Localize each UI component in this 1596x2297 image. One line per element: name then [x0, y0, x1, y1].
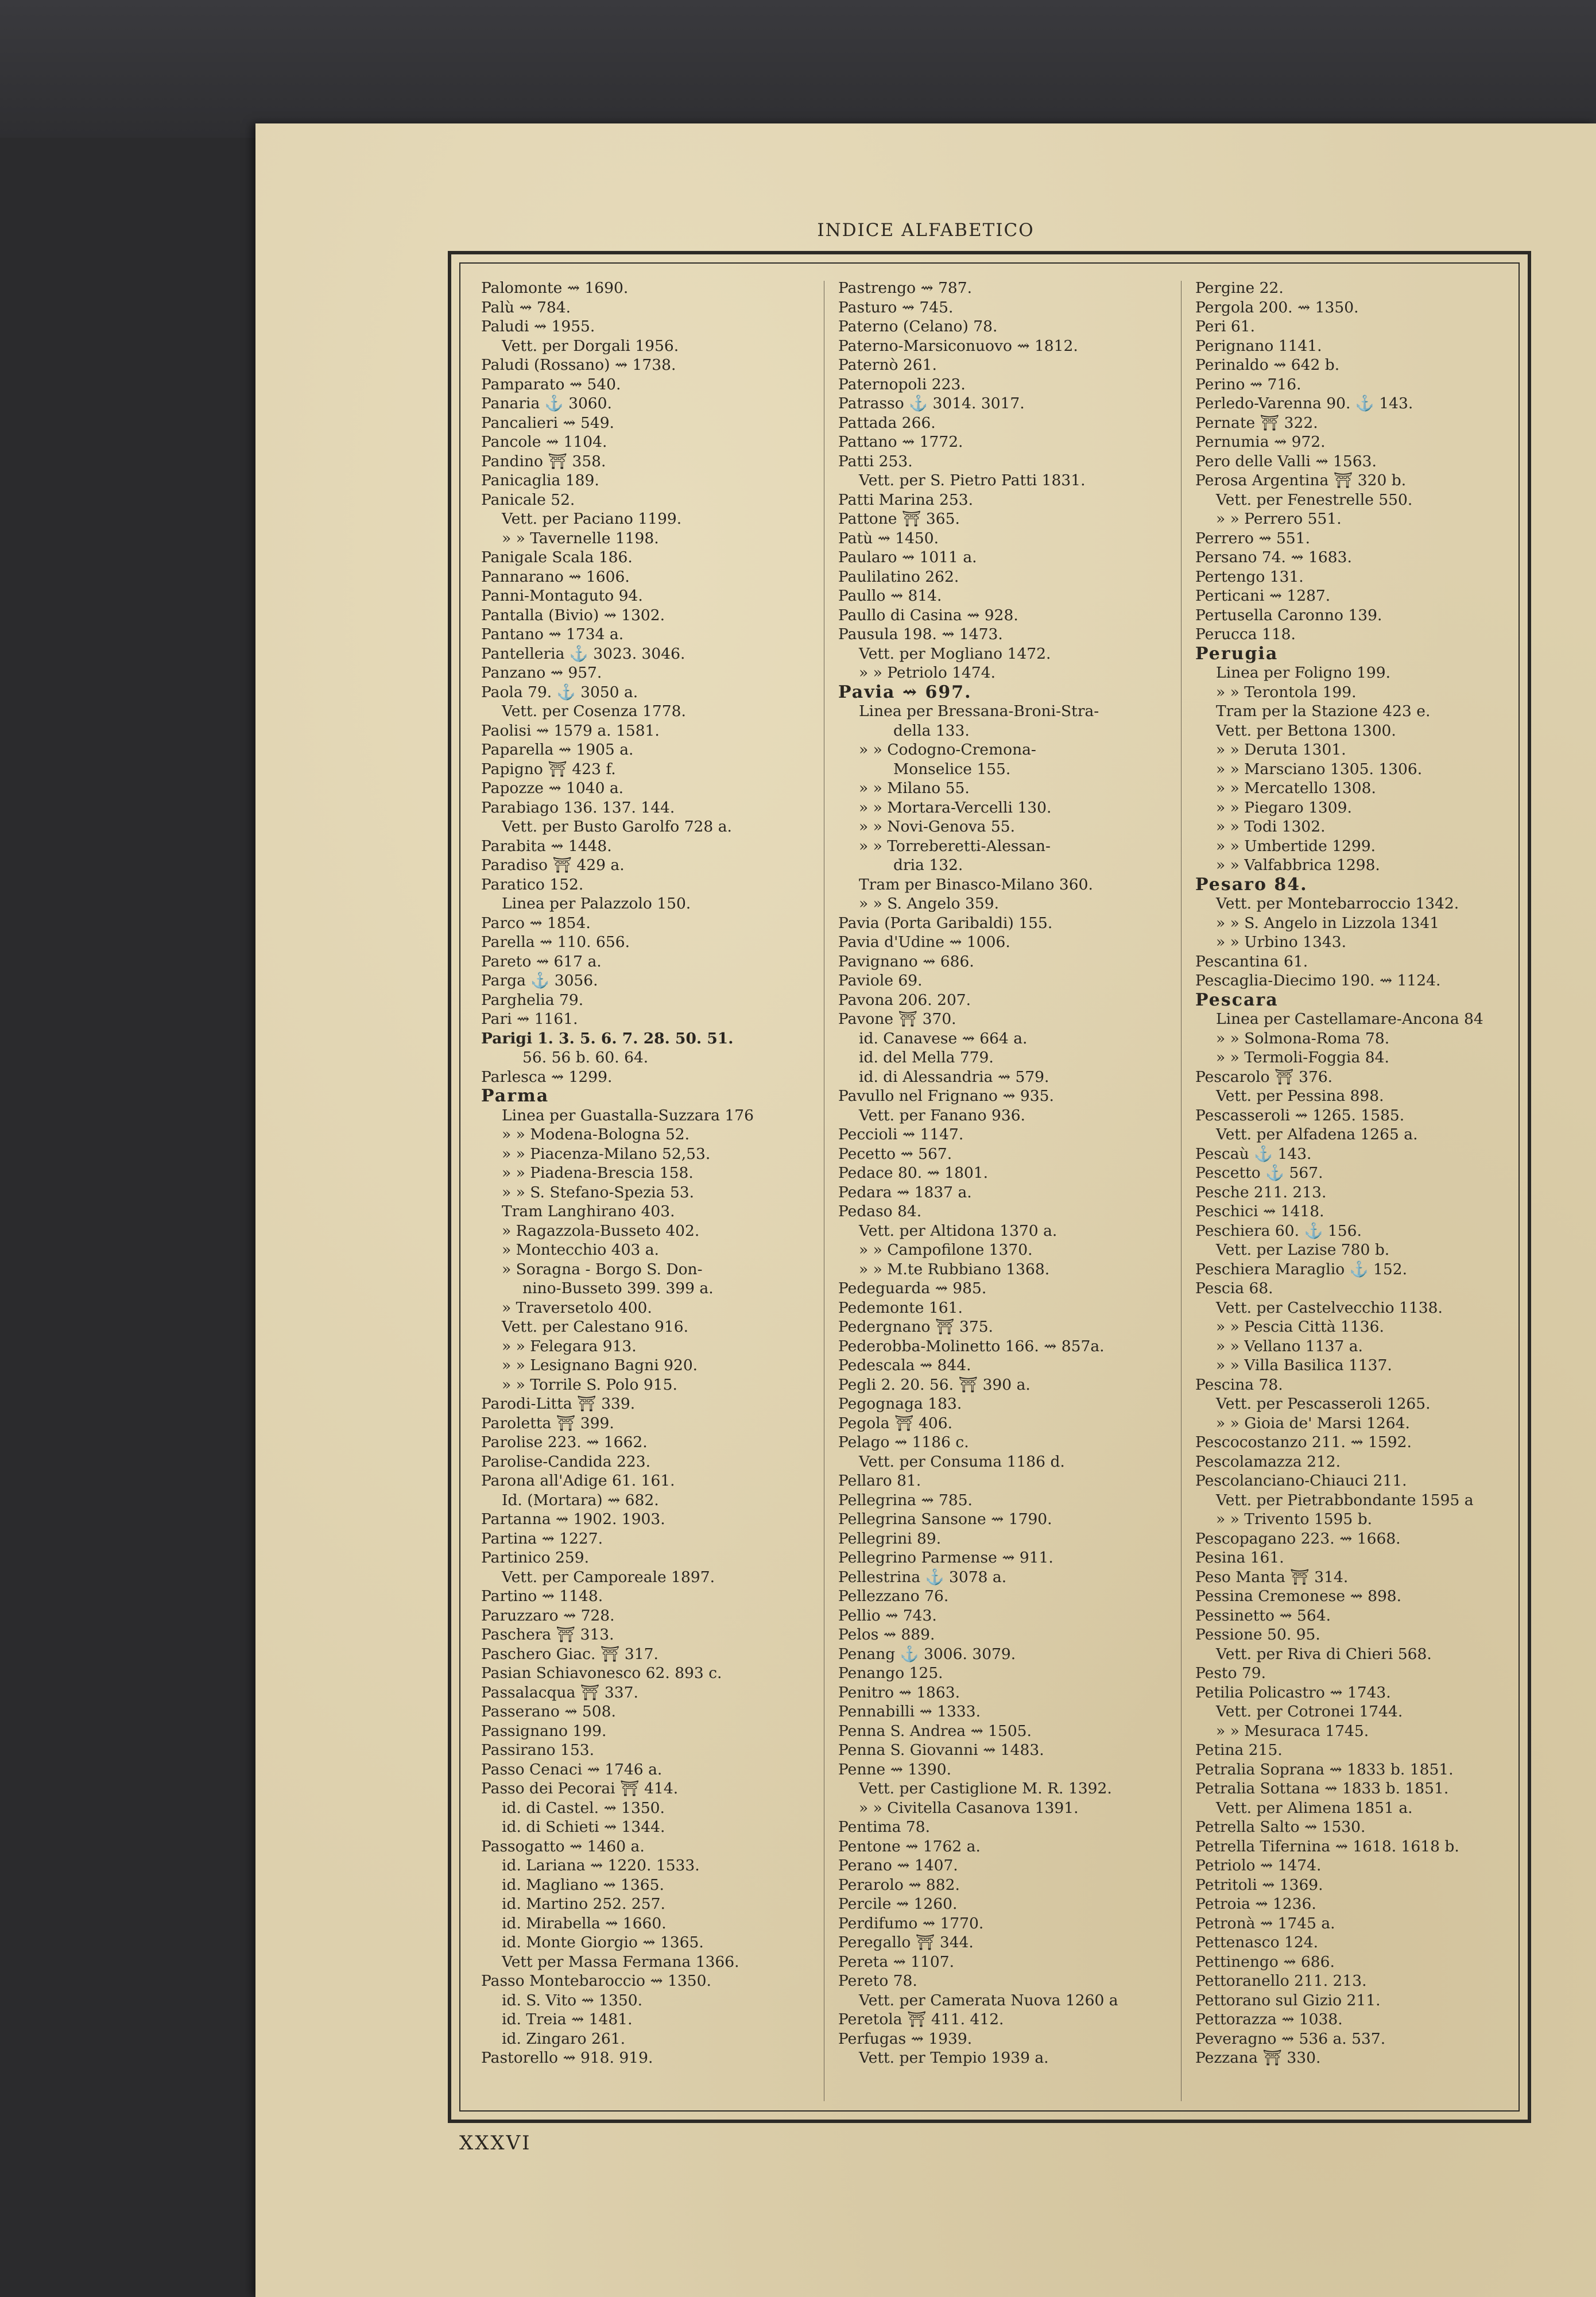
index-entry: Vett. per Bettona 1300. — [1216, 721, 1396, 740]
index-entry: Perinaldo ⇝ 642 b. — [1195, 356, 1340, 374]
index-entry: Petroia ⇝ 1236. — [1195, 1895, 1316, 1913]
index-entry: » » Novi-Genova 55. — [859, 818, 1016, 836]
index-entry: Patti 253. — [838, 452, 913, 470]
index-entry: Paludi ⇝ 1955. — [481, 318, 595, 335]
index-entry: Pellegrini 89. — [838, 1529, 942, 1548]
index-entry: id. Mirabella ⇝ 1660. — [502, 1914, 667, 1932]
index-entry: Paschera ⛩ 313. — [481, 1626, 614, 1644]
index-entry: Passo dei Pecorai ⛩ 414. — [481, 1780, 679, 1797]
index-entry: Perrero ⇝ 551. — [1195, 529, 1311, 547]
index-entry: Petralia Sottana ⇝ 1833 b. 1851. — [1195, 1780, 1449, 1797]
index-entry: Parolise-Candida 223. — [481, 1452, 651, 1471]
index-entry: Vett. per Cosenza 1778. — [502, 702, 686, 720]
index-entry: Pedeguarda ⇝ 985. — [838, 1279, 987, 1297]
index-entry: Pettoranello 211. 213. — [1195, 1972, 1367, 1990]
index-entry: Pasturo ⇝ 745. — [838, 298, 954, 316]
index-entry: Tram per Binasco-Milano 360. — [859, 875, 1093, 894]
index-entry: Pescaù ⚓ 143. — [1195, 1144, 1312, 1163]
index-entry: Vett. per Dorgali 1956. — [502, 337, 679, 355]
index-entry: » » Piegaro 1309. — [1216, 798, 1352, 817]
index-entry: Pernate ⛩ 322. — [1195, 413, 1318, 432]
index-entry: id. Magliano ⇝ 1365. — [502, 1876, 664, 1894]
index-entry: Pamparato ⇝ 540. — [481, 375, 621, 393]
index-entry: Vett. per Castiglione M. R. 1392. — [859, 1780, 1112, 1797]
index-entry: Linea per Castellamare-Ancona 84 — [1216, 1010, 1483, 1028]
index-entry: Vett. per Riva di Chieri 568. — [1216, 1645, 1432, 1663]
index-section-heading: Parma — [481, 1086, 549, 1106]
index-entry: Penna S. Giovanni ⇝ 1483. — [838, 1741, 1044, 1759]
index-entry: Perano ⇝ 1407. — [838, 1857, 958, 1874]
index-entry: Petrella Salto ⇝ 1530. — [1195, 1818, 1366, 1836]
index-entry: id. Zingaro 261. — [502, 2029, 626, 2048]
index-entry: Paviole 69. — [838, 972, 923, 989]
index-entry: Panicaglia 189. — [481, 471, 599, 489]
index-entry: Pentima 78. — [838, 1818, 931, 1836]
index-entry: Pettorazza ⇝ 1038. — [1195, 2010, 1343, 2028]
index-entry: Pattone ⛩ 365. — [838, 510, 960, 528]
index-entry: Patti Marina 253. — [838, 490, 974, 509]
index-entry: Pellaro 81. — [838, 1472, 921, 1490]
index-entry: Pescopagano 223. ⇝ 1668. — [1195, 1529, 1401, 1548]
index-entry: Petina 215. — [1195, 1741, 1283, 1759]
index-entry: id. del Mella 779. — [859, 1049, 994, 1066]
index-entry: Perignano 1141. — [1195, 337, 1322, 355]
index-entry: » » Perrero 551. — [1216, 510, 1342, 528]
index-entry: Pereta ⇝ 1107. — [838, 1952, 955, 1971]
index-entry: Vett. per Cotronei 1744. — [1216, 1703, 1403, 1720]
index-entry: 56. 56 b. 60. 64. — [522, 1049, 649, 1066]
index-entry: id. Lariana ⇝ 1220. 1533. — [502, 1857, 700, 1874]
index-entry: Pergola 200. ⇝ 1350. — [1195, 298, 1359, 316]
index-entry: Pari ⇝ 1161. — [481, 1010, 578, 1028]
index-entry: Palù ⇝ 784. — [481, 298, 571, 316]
index-entry: Paterno (Celano) 78. — [838, 318, 998, 335]
index-entry: Peschiera Maraglio ⚓ 152. — [1195, 1260, 1407, 1278]
index-entry: Passirano 153. — [481, 1741, 595, 1759]
index-entry: Partino ⇝ 1148. — [481, 1587, 603, 1605]
index-entry: Passo Montebaroccio ⇝ 1350. — [481, 1972, 711, 1990]
index-entry: Pescocostanzo 211. ⇝ 1592. — [1195, 1433, 1412, 1451]
index-entry: Parodi-Litta ⛩ 339. — [481, 1395, 636, 1413]
index-entry: Panigale Scala 186. — [481, 548, 633, 566]
index-entry: » » Solmona-Roma 78. — [1216, 1029, 1390, 1047]
index-entry: Pescolanciano-Chiauci 211. — [1195, 1472, 1407, 1490]
index-entry: Vett. per Consuma 1186 d. — [859, 1452, 1065, 1471]
index-entry: Pedescala ⇝ 844. — [838, 1356, 971, 1374]
index-entry: Pereto 78. — [838, 1972, 917, 1990]
index-entry: Pederobba-Molinetto 166. ⇝ 857a. — [838, 1337, 1105, 1355]
index-entry: Peri 61. — [1195, 318, 1256, 335]
index-entry: Paolisi ⇝ 1579 a. 1581. — [481, 721, 660, 740]
index-entry: Tram per la Stazione 423 e. — [1216, 702, 1431, 720]
index-entry: Pezzana ⛩ 330. — [1195, 2049, 1321, 2067]
index-entry: Panni-Montaguto 94. — [481, 587, 643, 605]
index-entry: Parghelia 79. — [481, 991, 584, 1009]
index-entry: » » Mesuraca 1745. — [1216, 1722, 1369, 1740]
index-entry: Pareto ⇝ 617 a. — [481, 952, 602, 970]
index-entry: Paratico 152. — [481, 875, 584, 894]
index-entry: Pescaglia-Diecimo 190. ⇝ 1124. — [1195, 972, 1441, 989]
index-entry: Paroletta ⛩ 399. — [481, 1414, 614, 1432]
index-entry: Paola 79. ⚓ 3050 a. — [481, 683, 638, 701]
index-entry: id. Martino 252. 257. — [502, 1895, 665, 1913]
index-entry: Pennabilli ⇝ 1333. — [838, 1703, 981, 1720]
index-column-3 — [1195, 279, 1525, 2068]
index-entry: Pegli 2. 20. 56. ⛩ 390 a. — [838, 1375, 1031, 1394]
page-header: INDICE ALFABETICO — [817, 220, 1035, 241]
index-entry: Palomonte ⇝ 1690. — [481, 279, 629, 297]
index-entry: » » Deruta 1301. — [1216, 741, 1346, 759]
index-entry: » » Piacenza-Milano 52,53. — [502, 1144, 711, 1163]
index-entry: Vett. per Montebarroccio 1342. — [1216, 895, 1459, 912]
index-entry: id. Canavese ⇝ 664 a. — [859, 1029, 1028, 1047]
index-entry: Perino ⇝ 716. — [1195, 375, 1301, 393]
index-entry: » » Urbino 1343. — [1216, 933, 1347, 951]
index-entry: » » Trivento 1595 b. — [1216, 1510, 1373, 1528]
index-entry: Pertusella Caronno 139. — [1195, 606, 1382, 624]
index-entry: Patù ⇝ 1450. — [838, 529, 939, 547]
index-entry: » » Modena-Bologna 52. — [502, 1126, 690, 1143]
index-entry: Petrella Tifernina ⇝ 1618. 1618 b. — [1195, 1837, 1459, 1855]
index-entry: » » Civitella Casanova 1391. — [859, 1799, 1079, 1817]
index-entry: Pannarano ⇝ 1606. — [481, 567, 630, 586]
index-section-heading: Pavia ⇝ 697. — [838, 682, 972, 702]
index-entry: Vett. per Pessina 898. — [1216, 1087, 1384, 1105]
index-entry: Paternò 261. — [838, 356, 937, 374]
index-entry: » » Torrile S. Polo 915. — [502, 1375, 677, 1394]
index-entry: Papigno ⛩ 423 f. — [481, 760, 616, 778]
index-entry: Peveragno ⇝ 536 a. 537. — [1195, 2029, 1386, 2048]
index-entry: Persano 74. ⇝ 1683. — [1195, 548, 1352, 566]
index-entry: Peschici ⇝ 1418. — [1195, 1202, 1324, 1220]
index-entry: id. di Alessandria ⇝ 579. — [859, 1068, 1049, 1086]
index-entry: Pegognaga 183. — [838, 1395, 962, 1413]
index-entry: Perdifumo ⇝ 1770. — [838, 1914, 984, 1932]
index-entry: Pellegrina Sansone ⇝ 1790. — [838, 1510, 1052, 1528]
index-entry: Pescina 78. — [1195, 1375, 1283, 1394]
index-entry: Pavia (Porta Garibaldi) 155. — [838, 914, 1053, 932]
index-entry: Passogatto ⇝ 1460 a. — [481, 1837, 645, 1855]
index-entry: Pasian Schiavonesco 62. 893 c. — [481, 1664, 722, 1682]
index-entry: Parlesca ⇝ 1299. — [481, 1068, 613, 1086]
index-entry: Parabiago 136. 137. 144. — [481, 798, 675, 817]
index-entry: Pescarolo ⛩ 376. — [1195, 1068, 1333, 1086]
index-section-heading: Pescara — [1195, 989, 1279, 1010]
index-entry: Pattada 266. — [838, 413, 936, 432]
index-entry: Perosa Argentina ⛩ 320 b. — [1195, 471, 1407, 489]
book-page — [255, 123, 1596, 2297]
index-entry: Vett. per Fenestrelle 550. — [1216, 490, 1413, 509]
index-entry: Peccioli ⇝ 1147. — [838, 1126, 964, 1143]
index-entry: Parabita ⇝ 1448. — [481, 837, 612, 855]
index-entry: Vett. per Calestano 916. — [502, 1318, 689, 1336]
index-entry: Parella ⇝ 110. 656. — [481, 933, 630, 951]
index-entry: Pentone ⇝ 1762 a. — [838, 1837, 981, 1855]
index-entry: Petilia Policastro ⇝ 1743. — [1195, 1683, 1391, 1702]
index-entry: Parga ⚓ 3056. — [481, 972, 598, 989]
index-entry: Pattano ⇝ 1772. — [838, 433, 963, 451]
index-entry: » » Gioia de' Marsi 1264. — [1216, 1414, 1410, 1432]
index-entry: Vett. per Paciano 1199. — [502, 510, 682, 528]
index-entry: » » Milano 55. — [859, 779, 970, 797]
index-entry: Vett. per Lazise 780 b. — [1216, 1241, 1390, 1259]
index-entry: Pedemonte 161. — [838, 1298, 963, 1317]
index-entry: Peso Manta ⛩ 314. — [1195, 1568, 1349, 1586]
index-entry: Passignano 199. — [481, 1722, 607, 1740]
index-entry: Pescantina 61. — [1195, 952, 1308, 970]
index-entry: Perticani ⇝ 1287. — [1195, 587, 1331, 605]
index-entry: Petronà ⇝ 1745 a. — [1195, 1914, 1335, 1932]
index-entry: Tram Langhirano 403. — [502, 1202, 675, 1220]
index-entry: nino-Busseto 399. 399 a. — [522, 1279, 714, 1297]
index-entry: Perledo-Varenna 90. ⚓ 143. — [1195, 395, 1413, 412]
index-entry: Paradiso ⛩ 429 a. — [481, 856, 625, 874]
index-entry: » » Termoli-Foggia 84. — [1216, 1049, 1389, 1066]
index-entry: » » Piadena-Brescia 158. — [502, 1164, 694, 1182]
index-entry: » » Villa Basilica 1137. — [1216, 1356, 1392, 1374]
index-entry: Pantelleria ⚓ 3023. 3046. — [481, 644, 685, 663]
index-entry: id. di Castel. ⇝ 1350. — [502, 1799, 665, 1817]
index-entry: Pessina Cremonese ⇝ 898. — [1195, 1587, 1402, 1605]
index-entry: » » Marsciano 1305. 1306. — [1216, 760, 1423, 778]
index-entry: della 133. — [893, 721, 970, 740]
index-entry: Pettenasco 124. — [1195, 1933, 1318, 1951]
index-entry: id. S. Vito ⇝ 1350. — [502, 1991, 643, 2009]
index-entry: Partinico 259. — [481, 1549, 589, 1567]
index-entry: Pellegrino Parmense ⇝ 911. — [838, 1549, 1053, 1567]
index-entry: Pero delle Valli ⇝ 1563. — [1195, 452, 1377, 470]
index-entry: Pergine 22. — [1195, 279, 1284, 297]
index-entry: Pantalla (Bivio) ⇝ 1302. — [481, 606, 665, 624]
index-column-2 — [838, 279, 1168, 2068]
index-entry: » » Valfabbrica 1298. — [1216, 856, 1380, 874]
index-entry: Linea per Bressana-Broni-Stra- — [859, 702, 1099, 720]
index-entry: Vett. per Pescasseroli 1265. — [1216, 1395, 1431, 1413]
index-entry: Paullo di Casina ⇝ 928. — [838, 606, 1018, 624]
index-entry: Pesche 211. 213. — [1195, 1183, 1327, 1201]
index-entry: » » Campofilone 1370. — [859, 1241, 1033, 1259]
index-entry: Pescetto ⚓ 567. — [1195, 1164, 1323, 1182]
index-entry: Pavia d'Udine ⇝ 1006. — [838, 933, 1010, 951]
index-entry: » » Lesignano Bagni 920. — [502, 1356, 698, 1374]
index-entry: Pecetto ⇝ 567. — [838, 1144, 952, 1163]
index-entry: Pescolamazza 212. — [1195, 1452, 1341, 1471]
index-entry: Pellezzano 76. — [838, 1587, 949, 1605]
index-entry: » » Mortara-Vercelli 130. — [859, 798, 1052, 817]
index-entry: » » S. Angelo in Lizzola 1341 — [1216, 914, 1440, 932]
index-entry: Vett per Massa Fermana 1366. — [502, 1952, 739, 1971]
index-entry: Parco ⇝ 1854. — [481, 914, 591, 932]
index-entry: Penna S. Andrea ⇝ 1505. — [838, 1722, 1032, 1740]
index-entry: » » Tavernelle 1198. — [502, 529, 659, 547]
index-entry: Peretola ⛩ 411. 412. — [838, 2010, 1004, 2028]
index-entry: Vett. per Camerata Nuova 1260 a — [859, 1991, 1118, 2009]
index-entry: Paschero Giac. ⛩ 317. — [481, 1645, 658, 1663]
index-entry: » Montecchio 403 a. — [502, 1241, 659, 1259]
index-entry: Perarolo ⇝ 882. — [838, 1876, 960, 1894]
index-column-1 — [481, 279, 811, 2068]
index-entry: Pescasseroli ⇝ 1265. 1585. — [1195, 1106, 1405, 1124]
index-entry: Penang ⚓ 3006. 3079. — [838, 1645, 1016, 1663]
index-entry: Linea per Palazzolo 150. — [502, 895, 691, 912]
index-entry: Vett. per S. Pietro Patti 1831. — [859, 471, 1086, 489]
index-entry: Paludi (Rossano) ⇝ 1738. — [481, 356, 676, 374]
index-entry: Peschiera 60. ⚓ 156. — [1195, 1221, 1362, 1240]
page-number: XXXVI — [459, 2132, 532, 2155]
index-entry: Pavona 206. 207. — [838, 991, 971, 1009]
index-entry: Pavone ⛩ 370. — [838, 1010, 956, 1028]
index-entry: » » Petriolo 1474. — [859, 664, 996, 682]
index-entry: Vett. per Mogliano 1472. — [859, 644, 1051, 663]
index-entry: » » M.te Rubbiano 1368. — [859, 1260, 1050, 1278]
index-entry: » » Umbertide 1299. — [1216, 837, 1376, 855]
index-section-heading: Pesaro 84. — [1195, 874, 1308, 895]
index-entry: Petritoli ⇝ 1369. — [1195, 1876, 1323, 1894]
index-entry: Vett. per Busto Garolfo 728 a. — [502, 818, 732, 836]
index-entry: Pantano ⇝ 1734 a. — [481, 625, 624, 643]
index-entry: Penango 125. — [838, 1664, 943, 1682]
index-entry: Pelos ⇝ 889. — [838, 1626, 935, 1644]
index-entry: Vett. per Altidona 1370 a. — [859, 1221, 1057, 1240]
index-entry: Peregallo ⛩ 344. — [838, 1933, 974, 1951]
index-entry: Pesto 79. — [1195, 1664, 1266, 1682]
index-entry: » Ragazzola-Busseto 402. — [502, 1221, 700, 1240]
index-entry: Paularo ⇝ 1011 a. — [838, 548, 977, 566]
index-entry: » » Torreberetti-Alessan- — [859, 837, 1051, 855]
index-entry: » » Terontola 199. — [1216, 683, 1357, 701]
index-entry: Vett. per Alimena 1851 a. — [1216, 1799, 1413, 1817]
index-entry: Pessione 50. 95. — [1195, 1626, 1320, 1644]
index-entry: Partanna ⇝ 1902. 1903. — [481, 1510, 665, 1528]
index-entry: Vett. per Camporeale 1897. — [502, 1568, 715, 1586]
index-entry: » » Codogno-Cremona- — [859, 741, 1036, 759]
index-entry: Pastrengo ⇝ 787. — [838, 279, 973, 297]
index-entry: Pedergnano ⛩ 375. — [838, 1318, 993, 1336]
scanner-background — [0, 0, 1596, 138]
index-entry: Papozze ⇝ 1040 a. — [481, 779, 624, 797]
index-entry: Pegola ⛩ 406. — [838, 1414, 953, 1432]
index-entry: Parolise 223. ⇝ 1662. — [481, 1433, 648, 1451]
index-entry: » » Felegara 913. — [502, 1337, 637, 1355]
index-entry: Vett. per Fanano 936. — [859, 1106, 1025, 1124]
index-entry: Petralia Soprana ⇝ 1833 b. 1851. — [1195, 1760, 1454, 1778]
index-entry: » » Todi 1302. — [1216, 818, 1326, 836]
index-entry: Panicale 52. — [481, 490, 575, 509]
index-frame-inner — [459, 262, 1520, 2112]
index-entry: id. Monte Giorgio ⇝ 1365. — [502, 1933, 704, 1951]
index-entry: Pandino ⛩ 358. — [481, 452, 606, 470]
index-entry: Pellegrina ⇝ 785. — [838, 1491, 973, 1509]
index-entry: Linea per Foligno 199. — [1216, 664, 1391, 682]
index-entry: Pellio ⇝ 743. — [838, 1606, 937, 1625]
index-entry: Pettinengo ⇝ 686. — [1195, 1952, 1335, 1971]
index-entry: id. Treia ⇝ 1481. — [502, 2010, 633, 2028]
index-entry: Pessinetto ⇝ 564. — [1195, 1606, 1331, 1625]
index-entry: dria 132. — [893, 856, 963, 874]
index-entry: Perfugas ⇝ 1939. — [838, 2029, 973, 2048]
index-entry: » » Mercatello 1308. — [1216, 779, 1376, 797]
index-entry: Paruzzaro ⇝ 728. — [481, 1606, 615, 1625]
index-entry: Panzano ⇝ 957. — [481, 664, 602, 682]
index-entry: Pernumia ⇝ 972. — [1195, 433, 1326, 451]
index-entry: Passalacqua ⛩ 337. — [481, 1683, 638, 1702]
index-entry: Pertengo 131. — [1195, 567, 1304, 586]
index-entry: Penitro ⇝ 1863. — [838, 1683, 960, 1702]
index-entry: Patrasso ⚓ 3014. 3017. — [838, 395, 1025, 412]
index-entry: Pausula 198. ⇝ 1473. — [838, 625, 1003, 643]
index-entry: » Soragna - Borgo S. Don- — [502, 1260, 703, 1278]
index-entry: Pesina 161. — [1195, 1549, 1284, 1567]
index-entry: Paulilatino 262. — [838, 567, 959, 586]
index-entry: Pancole ⇝ 1104. — [481, 433, 607, 451]
index-entry: Panaria ⚓ 3060. — [481, 395, 612, 412]
index-entry: Pettorano sul Gizio 211. — [1195, 1991, 1381, 2009]
index-entry: Pastorello ⇝ 918. 919. — [481, 2049, 653, 2067]
index-entry: Vett. per Castelvecchio 1138. — [1216, 1298, 1443, 1317]
index-entry: Monselice 155. — [893, 760, 1011, 778]
index-entry: Parigi 1. 3. 5. 6. 7. 28. 50. 51. — [481, 1029, 734, 1047]
index-entry: Pellestrina ⚓ 3078 a. — [838, 1568, 1007, 1586]
index-entry: Pedaso 84. — [838, 1202, 922, 1220]
index-entry: Passo Cenaci ⇝ 1746 a. — [481, 1760, 663, 1778]
index-entry: Partina ⇝ 1227. — [481, 1529, 603, 1548]
index-entry: Paterno-Marsiconuovo ⇝ 1812. — [838, 337, 1078, 355]
index-entry: Paternopoli 223. — [838, 375, 966, 393]
index-entry: » » Vellano 1137 a. — [1216, 1337, 1363, 1355]
index-entry: Vett. per Pietrabbondante 1595 a — [1216, 1491, 1474, 1509]
index-entry: Linea per Guastalla-Suzzara 176 — [502, 1106, 754, 1124]
index-frame — [448, 251, 1531, 2123]
index-entry: Penne ⇝ 1390. — [838, 1760, 952, 1778]
index-entry: Passerano ⇝ 508. — [481, 1703, 616, 1720]
index-entry: Petriolo ⇝ 1474. — [1195, 1857, 1322, 1874]
index-entry: id. di Schieti ⇝ 1344. — [502, 1818, 665, 1836]
index-entry: Pedace 80. ⇝ 1801. — [838, 1164, 989, 1182]
index-entry: Vett. per Alfadena 1265 a. — [1216, 1126, 1418, 1143]
index-entry: Pavullo nel Frignano ⇝ 935. — [838, 1087, 1054, 1105]
index-section-heading: Perugia — [1195, 643, 1279, 664]
index-entry: Pancalieri ⇝ 549. — [481, 413, 614, 432]
index-entry: » » S. Angelo 359. — [859, 895, 1000, 912]
index-entry: Vett. per Tempio 1939 a. — [859, 2049, 1049, 2067]
index-entry: » » Pescia Città 1136. — [1216, 1318, 1384, 1336]
index-entry: Pescia 68. — [1195, 1279, 1273, 1297]
index-entry: Paparella ⇝ 1905 a. — [481, 741, 634, 759]
index-entry: Id. (Mortara) ⇝ 682. — [502, 1491, 659, 1509]
index-entry: Pedara ⇝ 1837 a. — [838, 1183, 972, 1201]
index-entry: Parona all'Adige 61. 161. — [481, 1472, 675, 1490]
index-entry: Pavignano ⇝ 686. — [838, 952, 974, 970]
index-entry: Pelago ⇝ 1186 c. — [838, 1433, 969, 1451]
index-entry: » » S. Stefano-Spezia 53. — [502, 1183, 695, 1201]
index-entry: Paullo ⇝ 814. — [838, 587, 942, 605]
index-entry: Perucca 118. — [1195, 625, 1296, 643]
index-entry: Percile ⇝ 1260. — [838, 1895, 958, 1913]
index-entry: » Traversetolo 400. — [502, 1298, 652, 1317]
